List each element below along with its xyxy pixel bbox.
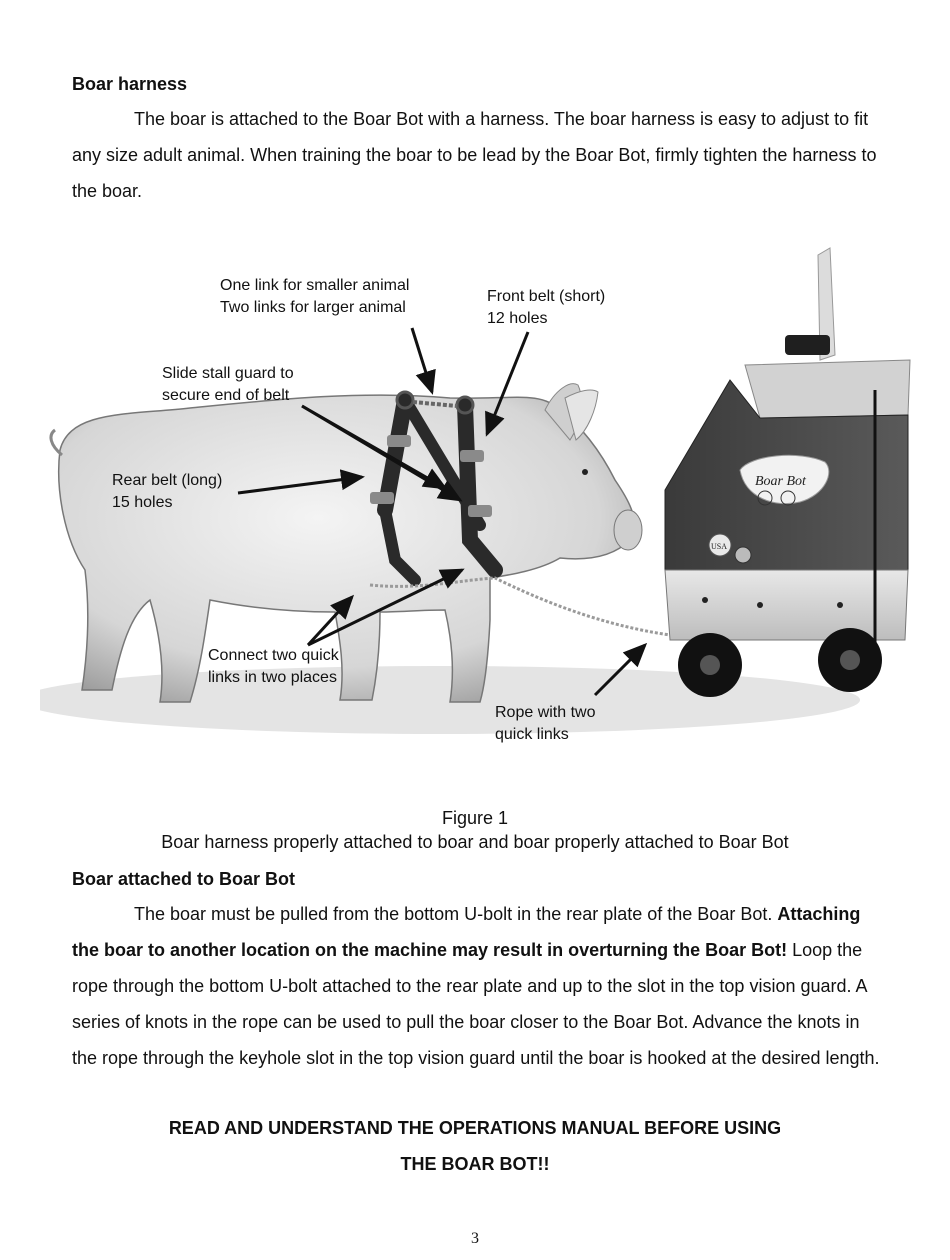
label-links-line1: One link for smaller animal bbox=[220, 277, 410, 294]
overturning-warning-text: Attaching the boar to another location on the machine may result in overturning the Boar Bot! bbox=[72, 904, 861, 960]
usa-badge-text: USA bbox=[711, 542, 728, 551]
label-rear-belt-line1: Rear belt (long) bbox=[112, 472, 223, 489]
label-stall-guard-line1: Slide stall guard to bbox=[162, 365, 294, 382]
operations-manual-warning-line1: READ AND UNDERSTAND THE OPERATIONS MANUAL BEFORE USING bbox=[168, 1118, 782, 1138]
section-heading-boar-harness: Boar harness bbox=[72, 74, 188, 94]
section-heading-boar-attached: Boar attached to Boar Bot bbox=[72, 869, 296, 889]
operations-manual-warning-line2: THE BOAR BOT!! bbox=[400, 1154, 550, 1174]
page-number: 3 bbox=[471, 1230, 479, 1247]
label-rope-line2: quick links bbox=[495, 726, 569, 743]
figure-1-illustration bbox=[40, 240, 920, 760]
label-rear-belt-line2: 15 holes bbox=[112, 494, 173, 511]
label-stall-guard-line2: secure end of belt bbox=[162, 387, 290, 404]
figure-caption-text: Boar harness properly attached to boar and boar properly attached to Boar Bot bbox=[161, 832, 789, 852]
boar-bot-machine-icon bbox=[665, 248, 910, 697]
label-connect-line1: Connect two quick bbox=[208, 647, 339, 664]
label-links-line2: Two links for larger animal bbox=[220, 299, 406, 316]
boar-harness-text: The boar is attached to the Boar Bot with a harness. The boar harness is easy to adjust to fit any size adult animal. When training the boar to be lead by the Boar Bot, firmly tighten the harness to the boar. bbox=[72, 109, 877, 201]
label-front-belt-line1: Front belt (short) bbox=[487, 288, 606, 305]
label-rope-line1: Rope with two bbox=[495, 704, 596, 721]
label-front-belt-line2: 12 holes bbox=[487, 310, 548, 327]
boar-attached-text-rest: Loop the rope through the bottom U-bolt attached to the rear plate and up to the slot in the top vision guard. A series of knots in the rope can be used to pull the boar closer to the Boar Bot. Advance the knots in the rope through the keyhole slot in the top vision guard until the boar is hooked at the desired length. bbox=[72, 940, 880, 1068]
boar-attached-text-start: The boar must be pulled from the bottom U-bolt in the rear plate of the Boar Bot. bbox=[134, 904, 773, 924]
boar-harness-paragraph bbox=[72, 101, 882, 209]
boar-bot-logo-text: Boar Bot bbox=[755, 474, 806, 489]
label-connect-line2: links in two places bbox=[208, 669, 337, 686]
boar-attached-paragraph bbox=[72, 896, 882, 1076]
figure-caption-title: Figure 1 bbox=[441, 808, 509, 828]
